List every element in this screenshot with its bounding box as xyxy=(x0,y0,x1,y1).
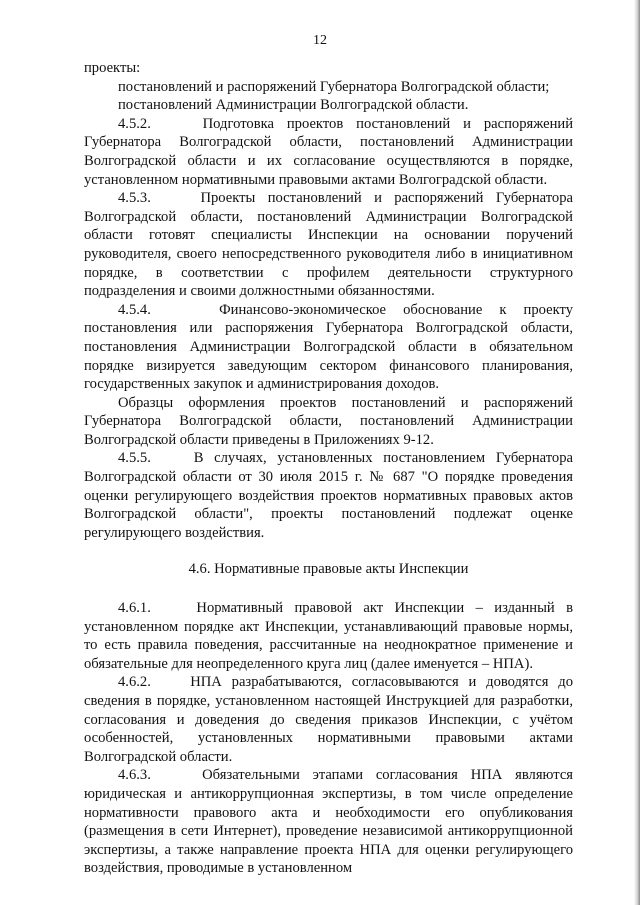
clause-number: 4.6.3. xyxy=(118,767,151,784)
paragraph-4-6-1 xyxy=(84,599,573,673)
list-item-administration-acts: постановлений Администрации Волгоградской области. xyxy=(118,97,469,114)
list-item-governor-acts: постановлений и распоряжений Губернатора Волгоградской области; xyxy=(118,78,550,95)
clause-text: Обязательными этапами согласования НПА являются юридическая и антикоррупционная экспертизы, в том числе определение нормативности правового акта и необходимости его опубликования (размещения в сети Интернет), проведение независимой антикоррупционной экспертизы, а также направление проекта НПА для оценки регулирующего воздействия, проводимые в установленном xyxy=(84,767,574,877)
paragraph-samples: Образцы оформления проектов постановлений и распоряжений Губернатора Волгоградской области, постановлений Администрации Волгоградской области приведены в Приложениях 9-12. xyxy=(84,394,573,448)
clause-text: В случаях, установленных постановлением Губернатора Волгоградской области от 30 июля 2015 г. № 687 "О порядке проведения оценки регулирующего воздействия проектов нормативных правовых актов Волгоградской области", проекты постановлений подлежат оценке регулирующего воздействия. xyxy=(84,450,573,541)
clause-text: Проекты постановлений и распоряжений Губернатора Волгоградской области, постановлений Администрации Волгоградской области готовят специалисты Инспекции на основании поручений руководителя, своего непосредственного руководителя либо в инициативном порядке, в соответствии с профилем деятельности структурного подразделения и своими должностными обязанностями. xyxy=(84,190,574,300)
clause-text: Нормативный правовой акт Инспекции – изданный в установленном порядке акт Инспекции, устанавливающий правовые нормы, то есть правила поведения, рассчитанные на неоднократное применение и обязательные для неопределенного круга лиц (далее именуется – НПА). xyxy=(84,600,573,672)
page-edge-shadow xyxy=(634,0,640,905)
paragraph-4-5-2 xyxy=(84,115,573,189)
clause-number: 4.5.4. xyxy=(118,301,151,318)
clause-text: Подготовка проектов постановлений и распоряжений Губернатора Волгоградской области, постановлений Администрации Волгоградской области и их согласование осуществляются в порядке, установленном нормативными правовыми актами Волгоградской области. xyxy=(84,115,573,188)
paragraph-4-6-2 xyxy=(84,673,573,766)
document-body xyxy=(84,59,573,878)
paragraph-4-5-3 xyxy=(84,189,573,301)
clause-number: 4.5.2. xyxy=(118,115,151,132)
clause-text: НПА разрабатываются, согласовываются и доводятся до сведения в порядке, установленном настоящей Инструкцией для разработки, согласования и доведения до сведения приказов Инспекции, с учётом особенностей, установленных нормативными правовыми актами Волгоградской области. xyxy=(84,674,573,765)
paragraph-4-5-5 xyxy=(84,449,573,542)
paragraph-intro: проекты: xyxy=(84,60,141,76)
page-number: 12 xyxy=(313,33,327,48)
clause-number: 4.6.1. xyxy=(118,600,151,617)
clause-number: 4.6.2. xyxy=(118,674,151,691)
clause-number: 4.5.5. xyxy=(118,450,151,467)
paragraph-4-5-4 xyxy=(84,301,573,394)
paragraph-4-6-3 xyxy=(84,766,573,878)
clause-text: Финансово-экономическое обоснование к проекту постановления или распоряжения Губернатора Волгоградской области, постановления Администрации Волгоградской области в обязательном порядке визируется заведующим сектором финансового планирования, государственных закупок и администрирования доходов. xyxy=(84,301,573,393)
section-heading: 4.6. Нормативные правовые акты Инспекции xyxy=(188,561,469,578)
clause-number: 4.5.3. xyxy=(118,190,151,207)
